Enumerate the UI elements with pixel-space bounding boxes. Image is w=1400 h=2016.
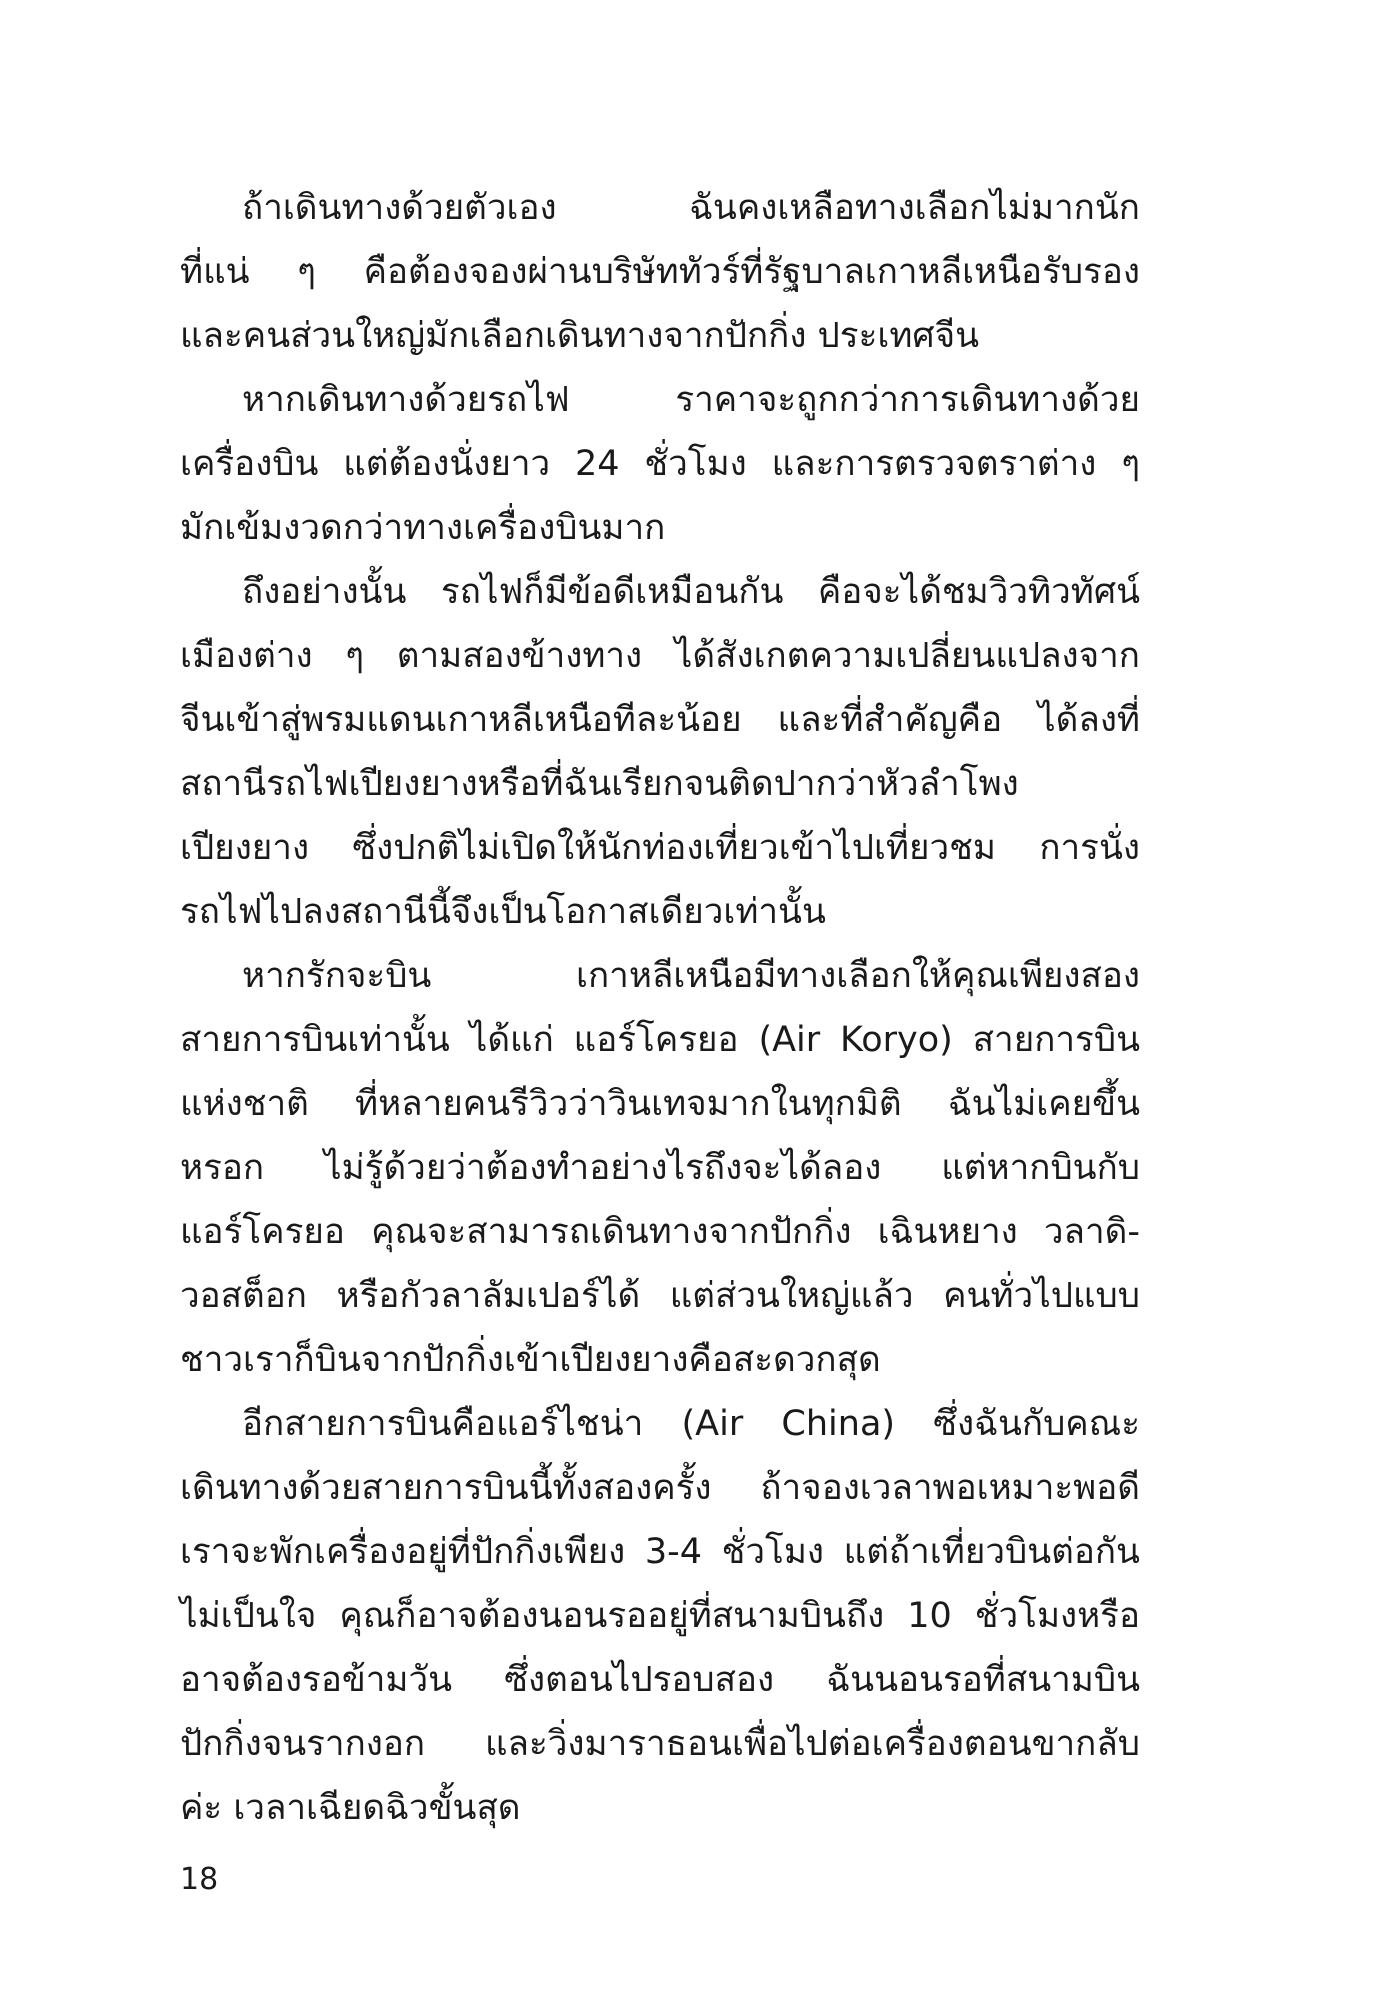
text-line: สถานีรถไฟเปียงยางหรือที่ฉันเรียกจนติดปากว่าหัวลำโพง — [180, 764, 1019, 804]
paragraph — [180, 368, 1140, 560]
text-line: ค่ะ เวลาเฉียดฉิวขั้นสุด — [180, 1788, 521, 1828]
text-line: ชาวเราก็บินจากปักกิ่งเข้าเปียงยางคือสะดวกสุด — [180, 1340, 881, 1380]
text-line: แห่งชาติ ที่หลายคนรีวิวว่าวินเทจมากในทุกมิติ ฉันไม่เคยขึ้น — [180, 1084, 1140, 1124]
text-line: เมืองต่าง ๆ ตามสองข้างทาง ได้สังเกตความเปลี่ยนแปลงจาก — [180, 636, 1140, 676]
text-line: หรอก ไม่รู้ด้วยว่าต้องทำอย่างไรถึงจะได้ลอง แต่หากบินกับ — [180, 1148, 1140, 1188]
text-line: มักเข้มงวดกว่าทางเครื่องบินมาก — [180, 508, 666, 548]
text-line: หากรักจะบิน เกาหลีเหนือมีทางเลือกให้คุณเพียงสอง — [242, 956, 1140, 996]
paragraph — [180, 560, 1140, 944]
text-line: อีกสายการบินคือแอร์ไชน่า (Air China) ซึ่งฉันกับคณะ — [242, 1404, 1140, 1444]
text-line: เราจะพักเครื่องอยู่ที่ปักกิ่งเพียง 3-4 ชั่วโมง แต่ถ้าเที่ยวบินต่อกัน — [180, 1532, 1140, 1572]
text-line: วอสต็อก หรือกัวลาลัมเปอร์ได้ แต่ส่วนใหญ่แล้ว คนทั่วไปแบบ — [180, 1276, 1140, 1316]
text-line: อาจต้องรอข้ามวัน ซึ่งตอนไปรอบสอง ฉันนอนรอที่สนามบิน — [180, 1660, 1140, 1700]
text-line: สายการบินเท่านั้น ได้แก่ แอร์โครยอ (Air Koryo) สายการบิน — [180, 1020, 1140, 1060]
text-line: ถ้าเดินทางด้วยตัวเอง ฉันคงเหลือทางเลือกไม่มากนัก — [242, 188, 1140, 228]
page-number: 18 — [180, 1862, 219, 1897]
text-line: จีนเข้าสู่พรมแดนเกาหลีเหนือทีละน้อย และที่สำคัญคือ ได้ลงที่ — [180, 700, 1140, 740]
text-line: หากเดินทางด้วยรถไฟ ราคาจะถูกกว่าการเดินทางด้วย — [242, 380, 1140, 420]
text-line: รถไฟไปลงสถานีนี้จึงเป็นโอกาสเดียวเท่านั้น — [180, 892, 826, 932]
paragraph — [180, 944, 1140, 1392]
text-line: เปียงยาง ซึ่งปกติไม่เปิดให้นักท่องเที่ยวเข้าไปเที่ยวชม การนั่ง — [180, 828, 1140, 868]
text-line: ถึงอย่างนั้น รถไฟก็มีข้อดีเหมือนกัน คือจะได้ชมวิวทิวทัศน์ — [242, 572, 1140, 612]
text-line: แอร์โครยอ คุณจะสามารถเดินทางจากปักกิ่ง เฉินหยาง วลาดิ- — [180, 1212, 1140, 1252]
text-line: เครื่องบิน แต่ต้องนั่งยาว 24 ชั่วโมง และการตรวจตราต่าง ๆ — [180, 444, 1140, 484]
text-line: ปักกิ่งจนรากงอก และวิ่งมาราธอนเพื่อไปต่อเครื่องตอนขากลับ — [180, 1724, 1140, 1764]
text-line: และคนส่วนใหญ่มักเลือกเดินทางจากปักกิ่ง ประเทศจีน — [180, 316, 980, 356]
body-text — [180, 176, 1140, 1840]
paragraph — [180, 1392, 1140, 1840]
paragraph — [180, 176, 1140, 368]
text-line: ไม่เป็นใจ คุณก็อาจต้องนอนรออยู่ที่สนามบินถึง 10 ชั่วโมงหรือ — [180, 1596, 1140, 1636]
text-line: ที่แน่ ๆ คือต้องจองผ่านบริษัททัวร์ที่รัฐบาลเกาหลีเหนือรับรอง — [180, 252, 1140, 292]
text-line: เดินทางด้วยสายการบินนี้ทั้งสองครั้ง ถ้าจองเวลาพอเหมาะพอดี — [180, 1468, 1140, 1508]
